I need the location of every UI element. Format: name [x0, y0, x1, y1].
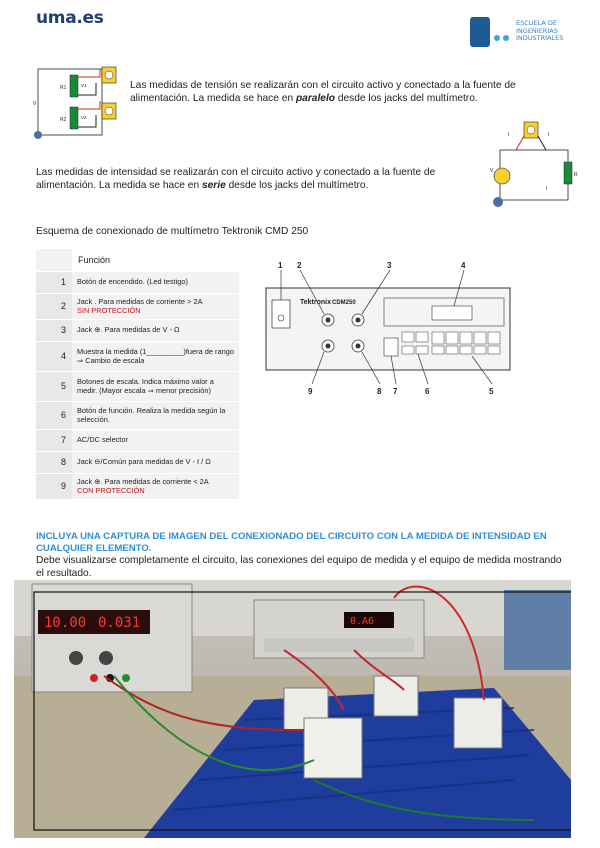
callout-9: 9 [308, 387, 313, 396]
label-v2: V2 [81, 115, 87, 120]
callout-4: 4 [461, 261, 466, 270]
table-row: 7 AC/DC selector [36, 429, 239, 451]
display [432, 306, 472, 320]
callout-3: 3 [387, 261, 392, 270]
table-row: 6 Botón de función. Realiza la medida según la selección. [36, 401, 239, 429]
callout-6: 6 [425, 387, 430, 396]
uma-logo-text: uma.es [36, 8, 104, 28]
label-current-3: I [546, 186, 548, 192]
callout-7: 7 [393, 387, 398, 396]
school-logo-text: ESCUELA DE INGENIERÍAS INDUSTRIALES [516, 19, 564, 42]
panel-brand: Tektronix [300, 299, 331, 306]
generator-icon [493, 197, 503, 207]
source-icon-2 [494, 168, 510, 184]
capture-title: INCLUYA UNA CAPTURA DE IMAGEN DEL CONEXIONADO DEL CIRCUITO CON LA MEDIDA DE INTENSIDAD EN CUALQUIER ELEMENTO. [36, 531, 547, 554]
source-icon [34, 131, 42, 139]
table-row: 2 Jack . Para medidas de corriente > 2A SIN PROTECCIÓN [36, 293, 239, 319]
psu-display-right: 0.031 [98, 615, 141, 631]
function-table [36, 249, 239, 500]
table-row: 1 Botón de encendido. (Led testigo) [36, 271, 239, 293]
school-logo-dots [494, 28, 512, 46]
label-v1: V1 [81, 83, 87, 88]
resistor-r2 [70, 107, 78, 129]
table-row: 4 Muestra la medida (1_________)fuera de rango ⇒ Cambio de escala [36, 341, 239, 371]
multimeter-panel-diagram [262, 258, 514, 398]
table-header-function: Función [72, 249, 239, 271]
callout-2: 2 [297, 261, 302, 270]
callout-1: 1 [278, 261, 283, 270]
meter-display: 0.A6 [350, 616, 375, 627]
label-source: V [33, 101, 37, 107]
panel-model: CDM250 [332, 300, 356, 306]
label-vs: V [490, 168, 494, 174]
psu-display-left: 10.00 [44, 615, 87, 631]
school-logo [470, 14, 580, 54]
power-button [272, 300, 290, 328]
current-paragraph: Las medidas de intensidad se realizarán con el circuito activo y conectado a la fuente de alimentación. La medida se hace en serie desde los jacks del multímetro. [36, 167, 436, 191]
label-r1: R1 [60, 85, 67, 91]
label-r: R [574, 172, 578, 178]
table-header-num [36, 249, 72, 271]
table-row: 3 Jack ⊕. Para medidas de V - Ω [36, 319, 239, 341]
table-row: 8 Jack ⊖/Común para medidas de V - I / Ω [36, 451, 239, 473]
table-row: 5 Botones de escala. Indica máximo valor a medir. (Mayor escala ⇒ menor precisión) [36, 371, 239, 401]
callout-8: 8 [377, 387, 382, 396]
table-row: 9 Jack ⊕. Para medidas de corriente < 2A CON PROTECCIÓN [36, 473, 239, 499]
resistor-r1 [70, 75, 78, 97]
lab-photo [14, 580, 571, 838]
uma-logo [36, 8, 104, 28]
label-r2: R2 [60, 117, 67, 123]
school-logo-mark [470, 17, 490, 47]
capture-instructions: Debe visualizarse completamente el circuito, las conexiones del equipo de medida y el equipo de medida mostrando el resultado. [36, 555, 562, 579]
voltage-paragraph: Las medidas de tensión se realizarán con el circuito activo y conectado a la fuente de alimentación. La medida se hace en paralelo desde los jacks del multímetro. [130, 80, 516, 104]
acdc-selector [384, 338, 398, 356]
voltage-circuit-diagram [30, 65, 122, 147]
table-header-row [36, 249, 239, 271]
label-current-1: I [508, 132, 510, 138]
schema-title: Esquema de conexionado de multímetro Tektronik CMD 250 [36, 226, 309, 237]
resistor-r [564, 162, 572, 184]
current-circuit-diagram [488, 120, 580, 210]
label-current-2: I [548, 132, 550, 138]
bench-multimeter [254, 600, 424, 658]
power-supply [32, 584, 192, 692]
callout-5: 5 [489, 387, 494, 396]
